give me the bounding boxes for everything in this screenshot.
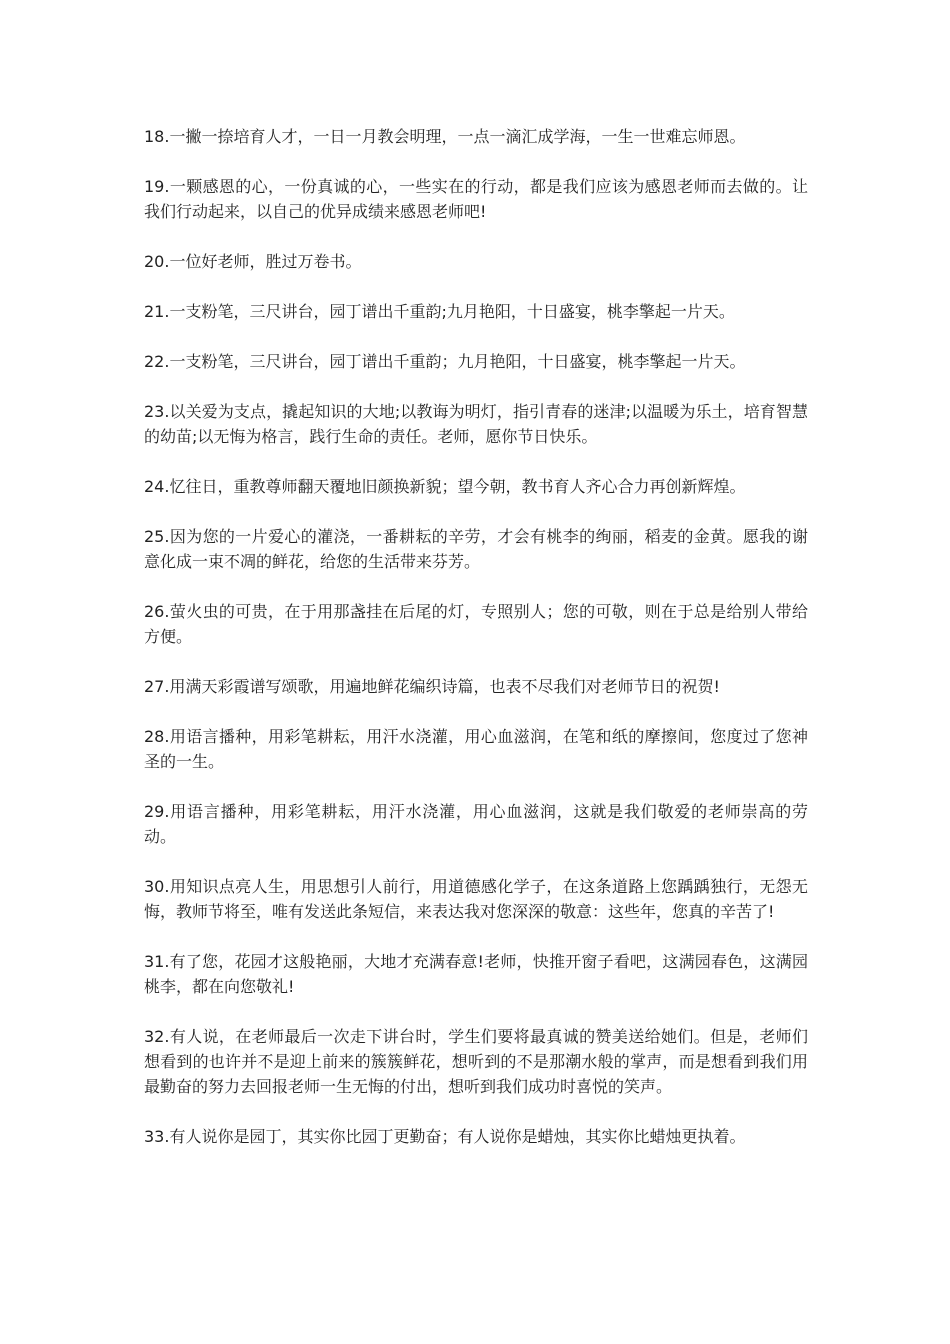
list-item: 26.萤火虫的可贵，在于用那盏挂在后尾的灯，专照别人；您的可敬，则在于总是给别人带给方便。 bbox=[144, 602, 808, 646]
list-item: 21.一支粉笔，三尺讲台，园丁谱出千重韵;九月艳阳，十日盛宴，桃李擎起一片天。 bbox=[144, 302, 735, 321]
list-item: 22.一支粉笔，三尺讲台，园丁谱出千重韵；九月艳阳，十日盛宴，桃李擎起一片天。 bbox=[144, 352, 746, 371]
list-item: 18.一撇一捺培育人才，一日一月教会明理，一点一滴汇成学海，一生一世难忘师恩。 bbox=[144, 127, 746, 146]
list-item: 27.用满天彩霞谱写颂歌，用遍地鲜花编织诗篇，也表不尽我们对老师节日的祝贺! bbox=[144, 677, 720, 696]
list-item: 29.用语言播种，用彩笔耕耘，用汗水浇灌，用心血滋润，这就是我们敬爱的老师崇高的劳动。 bbox=[144, 802, 808, 846]
list-item: 24.忆往日，重教尊师翻天覆地旧颜换新貌；望今朝，教书育人齐心合力再创新辉煌。 bbox=[144, 477, 746, 496]
list-item: 19.一颗感恩的心，一份真诚的心，一些实在的行动，都是我们应该为感恩老师而去做的。让我们行动起来，以自己的优异成绩来感恩老师吧! bbox=[144, 177, 808, 221]
list-item: 20.一位好老师，胜过万卷书。 bbox=[144, 252, 362, 271]
list-item: 33.有人说你是园丁，其实你比园丁更勤奋；有人说你是蜡烛，其实你比蜡烛更执着。 bbox=[144, 1127, 746, 1146]
document-body bbox=[144, 124, 808, 1174]
list-item: 32.有人说，在老师最后一次走下讲台时，学生们要将最真诚的赞美送给她们。但是，老师们想看到的也许并不是迎上前来的簇簇鲜花，想听到的不是那潮水般的掌声，而是想看到我们用最勤奋的努力去回报老师一生无悔的付出，想听到我们成功时喜悦的笑声。 bbox=[144, 1027, 808, 1096]
list-item: 30.用知识点亮人生，用思想引人前行，用道德感化学子，在这条道路上您踽踽独行，无怨无悔，教师节将至，唯有发送此条短信，来表达我对您深深的敬意：这些年，您真的辛苦了! bbox=[144, 877, 808, 921]
list-item: 28.用语言播种，用彩笔耕耘，用汗水浇灌，用心血滋润，在笔和纸的摩擦间，您度过了您神圣的一生。 bbox=[144, 727, 808, 771]
list-item: 31.有了您，花园才这般艳丽，大地才充满春意!老师，快推开窗子看吧，这满园春色，这满园桃李，都在向您敬礼! bbox=[144, 952, 808, 996]
list-item: 25.因为您的一片爱心的灌浇，一番耕耘的辛劳，才会有桃李的绚丽，稻麦的金黄。愿我的谢意化成一束不凋的鲜花，给您的生活带来芬芳。 bbox=[144, 527, 808, 571]
list-item: 23.以关爱为支点，撬起知识的大地;以教诲为明灯，指引青春的迷津;以温暖为乐土，培育智慧的幼苗;以无悔为格言，践行生命的责任。老师，愿你节日快乐。 bbox=[144, 402, 808, 446]
